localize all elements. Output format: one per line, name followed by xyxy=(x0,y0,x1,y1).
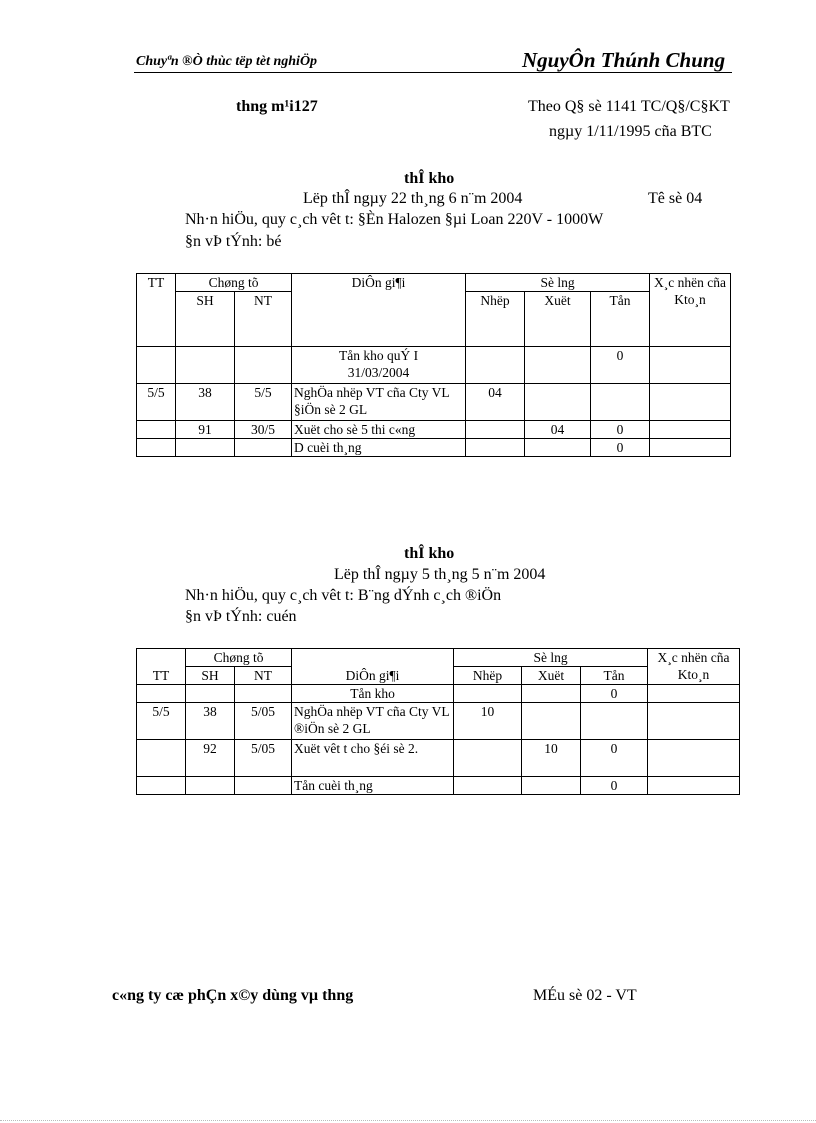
table-row xyxy=(137,685,740,703)
col-xac-nhan: X¸c nhën cña Kto¸n xyxy=(648,649,740,685)
cell-xuat xyxy=(525,347,591,384)
cell-nhap: 10 xyxy=(454,703,522,740)
cell-nt: 5/5 xyxy=(235,384,292,421)
card2-unit-line: §n vÞ tÝnh: cuén xyxy=(185,608,297,625)
footer-form-number: MÉu sè 02 - VT xyxy=(533,987,637,1004)
card2-title: thÎ kho xyxy=(404,545,455,562)
col-sh: SH xyxy=(176,292,235,347)
cell-ton: 0 xyxy=(581,740,648,777)
cell-nhap xyxy=(454,685,522,703)
cell-xuat xyxy=(522,777,581,795)
cell-desc: Tån cuèi th¸ng xyxy=(292,777,454,795)
running-header-right: NguyÔn Thúnh Chung xyxy=(522,48,726,72)
cell-ton: 0 xyxy=(581,685,648,703)
col-so-luong: Sè lng xyxy=(466,274,650,292)
cell-nhap xyxy=(454,740,522,777)
cell-nt xyxy=(235,685,292,703)
card2-date-line: Lëp thÎ ngµy 5 th¸ng 5 n¨m 2004 xyxy=(334,566,546,583)
cell-desc: NghÖa nhëp VT cña Cty VL §iÖn sè 2 GL xyxy=(292,384,466,421)
cell-xac-nhan xyxy=(648,740,740,777)
cell-xuat: 10 xyxy=(522,740,581,777)
cell-xac-nhan xyxy=(650,384,731,421)
cell-desc: Tån kho quÝ I 31/03/2004 xyxy=(292,347,466,384)
cell-sh: 38 xyxy=(186,703,235,740)
col-nhap: Nhëp xyxy=(466,292,525,347)
cell-nt: 5/05 xyxy=(235,740,292,777)
cell-tt xyxy=(137,439,176,457)
header-rule xyxy=(134,72,732,73)
cell-tt: 5/5 xyxy=(137,703,186,740)
cell-ton: 0 xyxy=(591,439,650,457)
cell-ton: 0 xyxy=(581,777,648,795)
table-row xyxy=(137,384,731,421)
page-bottom-rule xyxy=(0,1120,816,1121)
table-row xyxy=(137,740,740,777)
col-ton: Tån xyxy=(581,667,648,685)
cell-desc: Tån kho xyxy=(292,685,454,703)
cell-tt xyxy=(137,421,176,439)
running-header-left: Chuyªn ®Ò thùc tëp tèt nghiÖp xyxy=(136,54,318,69)
form-number: thng m¹i127 xyxy=(236,98,318,115)
col-dien-giai: DiÔn gi¶i xyxy=(292,274,466,347)
table-row xyxy=(137,347,731,384)
decision-line-1: Theo Q§ sè 1141 TC/Q§/C§KT xyxy=(528,98,730,115)
cell-sh: 38 xyxy=(176,384,235,421)
col-tt: TT xyxy=(137,274,176,347)
table-row xyxy=(137,703,740,740)
card1-sheet-no: Tê sè 04 xyxy=(648,190,703,207)
col-so-luong: Sè lng xyxy=(454,649,648,667)
col-dien-giai: DiÔn gi¶i xyxy=(292,649,454,685)
col-xac-nhan: X¸c nhën cña Kto¸n xyxy=(650,274,731,347)
table-row xyxy=(137,777,740,795)
cell-xuat: 04 xyxy=(525,421,591,439)
cell-tt xyxy=(137,740,186,777)
col-ton: Tån xyxy=(591,292,650,347)
cell-nt: 5/05 xyxy=(235,703,292,740)
card1-unit-line: §n vÞ tÝnh: bé xyxy=(185,233,282,250)
table-header-row xyxy=(137,649,740,667)
cell-xac-nhan xyxy=(650,439,731,457)
cell-ton xyxy=(591,384,650,421)
cell-nt xyxy=(235,347,292,384)
cell-sh: 92 xyxy=(186,740,235,777)
cell-nt xyxy=(235,777,292,795)
cell-nt xyxy=(235,439,292,457)
col-nt: NT xyxy=(235,292,292,347)
table-row xyxy=(137,421,731,439)
cell-tt: 5/5 xyxy=(137,384,176,421)
cell-xac-nhan xyxy=(648,777,740,795)
cell-ton xyxy=(581,703,648,740)
table-row xyxy=(137,439,731,457)
cell-xuat xyxy=(522,703,581,740)
cell-tt xyxy=(137,777,186,795)
footer-company: c«ng ty cæ phÇn x©y dùng vµ thng xyxy=(112,987,354,1004)
cell-nhap xyxy=(466,347,525,384)
cell-tt xyxy=(137,347,176,384)
cell-sh xyxy=(186,777,235,795)
cell-xac-nhan xyxy=(650,421,731,439)
table-header-row xyxy=(137,274,731,292)
card2-table xyxy=(136,648,740,795)
col-tt: TT xyxy=(137,649,186,685)
card1-table xyxy=(136,273,731,457)
cell-desc: NghÖa nhëp VT cña Cty VL ®iÖn sè 2 GL xyxy=(292,703,454,740)
cell-nt: 30/5 xyxy=(235,421,292,439)
cell-sh xyxy=(176,439,235,457)
cell-sh: 91 xyxy=(176,421,235,439)
col-chung-tu: Chøng tõ xyxy=(176,274,292,292)
col-nhap: Nhëp xyxy=(454,667,522,685)
col-nt: NT xyxy=(235,667,292,685)
cell-ton: 0 xyxy=(591,421,650,439)
cell-xuat xyxy=(522,685,581,703)
cell-nhap xyxy=(454,777,522,795)
cell-xuat xyxy=(525,439,591,457)
cell-desc: Xuët vêt t cho §éi sè 2. xyxy=(292,740,454,777)
cell-desc: D cuèi th¸ng xyxy=(292,439,466,457)
card2-item-line: Nh·n hiÖu, quy c¸ch vêt t: B¨ng dÝnh c¸ch ®iÖn xyxy=(185,587,502,604)
cell-tt xyxy=(137,685,186,703)
cell-sh xyxy=(176,347,235,384)
col-xuat: Xuët xyxy=(525,292,591,347)
card1-item-line: Nh·n hiÖu, quy c¸ch vêt t: §Èn Halozen §µi Loan 220V - 1000W xyxy=(185,211,604,228)
decision-line-2: ngµy 1/11/1995 cña BTC xyxy=(549,123,712,140)
col-xuat: Xuët xyxy=(522,667,581,685)
cell-sh xyxy=(186,685,235,703)
cell-nhap xyxy=(466,421,525,439)
cell-xuat xyxy=(525,384,591,421)
cell-desc: Xuët cho sè 5 thi c«ng xyxy=(292,421,466,439)
cell-xac-nhan xyxy=(648,685,740,703)
card1-title: thÎ kho xyxy=(404,170,455,187)
cell-xac-nhan xyxy=(648,703,740,740)
cell-ton: 0 xyxy=(591,347,650,384)
cell-xac-nhan xyxy=(650,347,731,384)
col-chung-tu: Chøng tõ xyxy=(186,649,292,667)
cell-nhap: 04 xyxy=(466,384,525,421)
col-sh: SH xyxy=(186,667,235,685)
card1-date-line: Lëp thÎ ngµy 22 th¸ng 6 n¨m 2004 xyxy=(303,190,523,207)
cell-nhap xyxy=(466,439,525,457)
